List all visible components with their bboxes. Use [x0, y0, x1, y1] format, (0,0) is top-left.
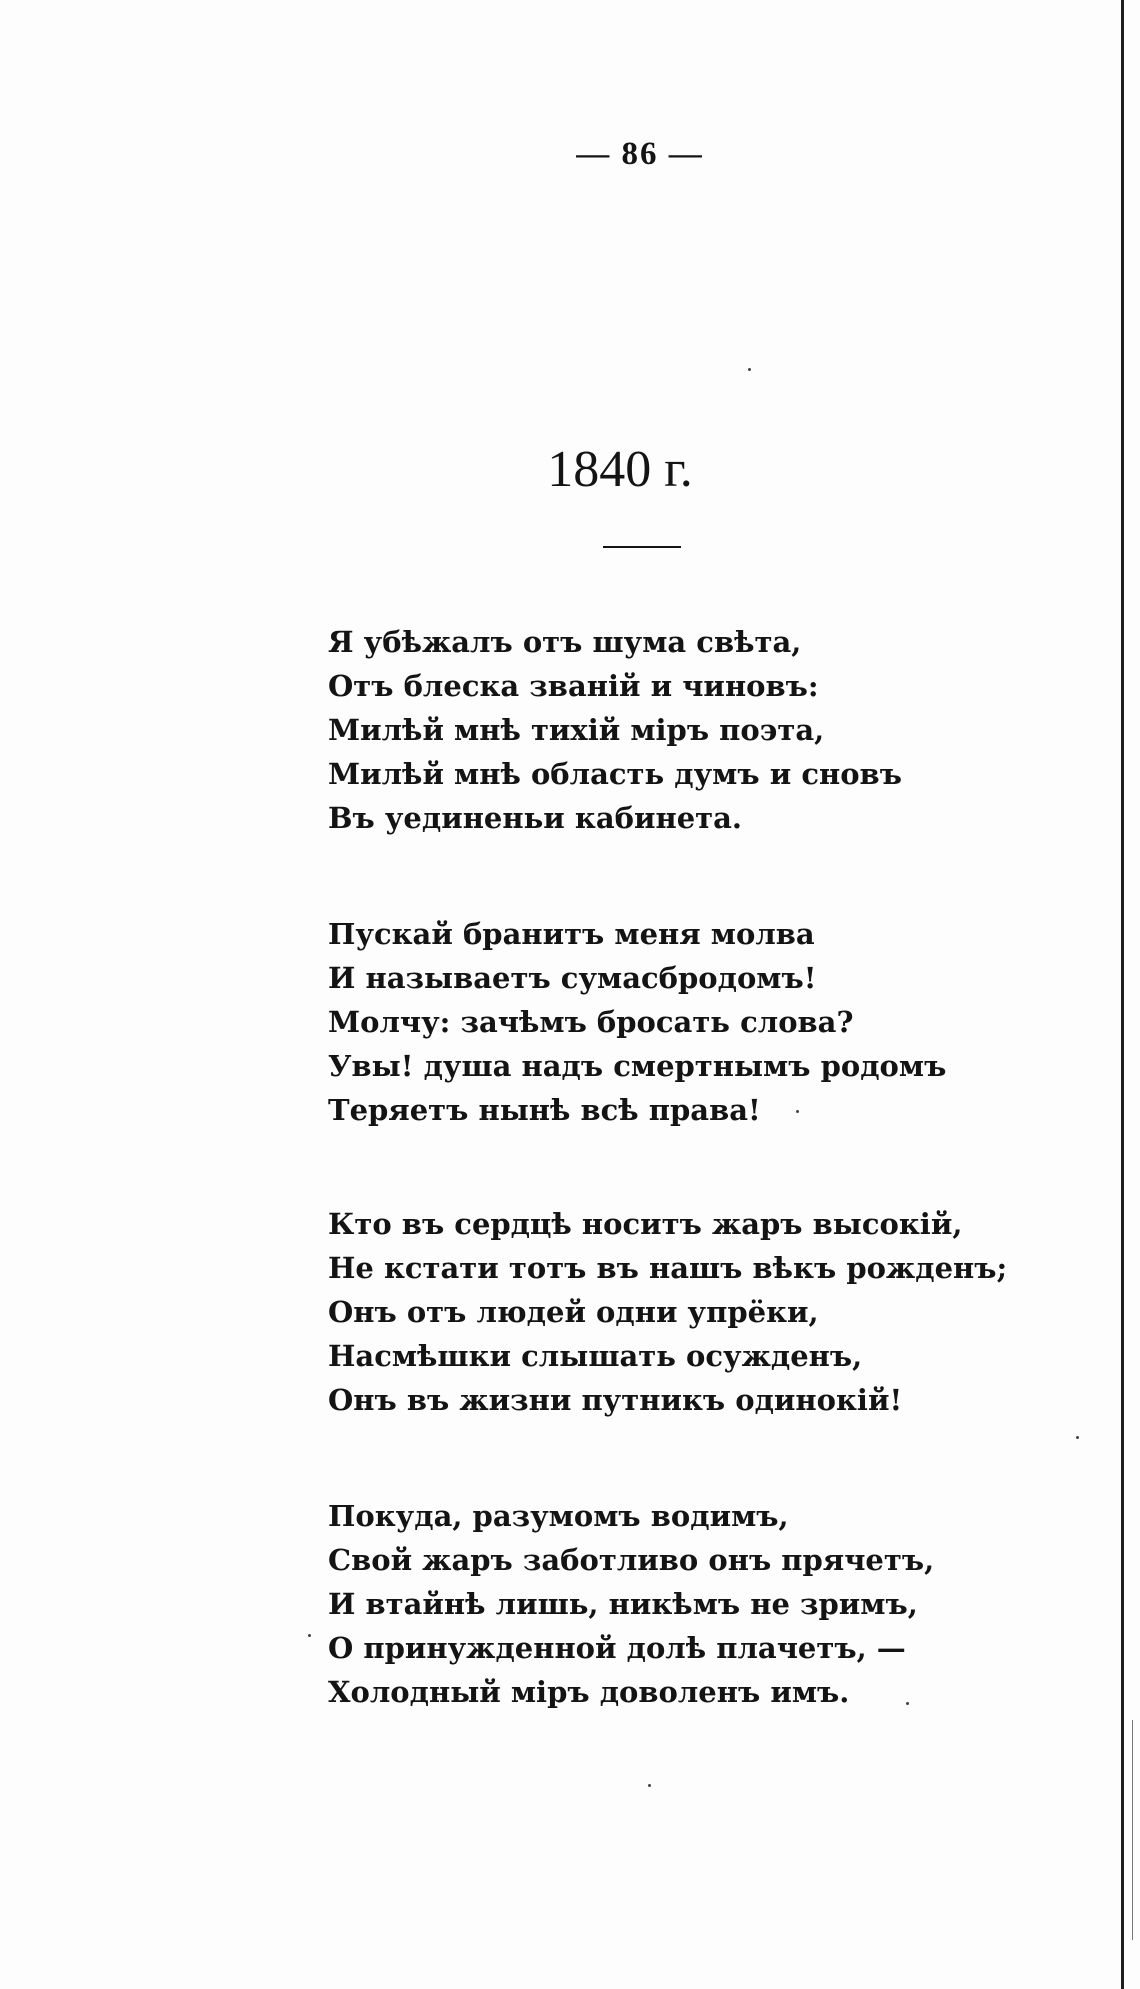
page-edge-line-secondary — [1132, 1720, 1133, 1940]
title-rule — [603, 546, 681, 548]
poem-line: Увы! душа надъ смертнымъ родомъ — [328, 1049, 947, 1083]
poem-line: Въ уединеньи кабинета. — [328, 801, 743, 835]
poem-line: Онъ въ жизни путникъ одинокій! — [328, 1383, 903, 1417]
poem-line: Онъ отъ людей одни упрёки, — [328, 1295, 819, 1329]
poem-line: Насмѣшки слышать осужденъ, — [328, 1339, 863, 1373]
scan-speck — [1076, 1436, 1079, 1439]
poem-line: Не кстати тотъ въ нашъ вѣкъ рожденъ; — [328, 1251, 1008, 1285]
stanza-4 — [328, 1494, 1088, 1714]
poem-line: Пускай бранитъ меня молва — [328, 917, 815, 951]
stanza-3 — [328, 1202, 1088, 1422]
poem-line: Свой жаръ заботливо онъ прячетъ, — [328, 1543, 935, 1577]
poem-line: Покуда, разумомъ водимъ, — [328, 1499, 789, 1533]
stanza-1 — [328, 620, 1088, 840]
scan-speck — [906, 1702, 909, 1705]
page-edge-line — [1121, 0, 1124, 1989]
poem-line: Милѣй мнѣ область думъ и сновъ — [328, 757, 902, 791]
scan-speck — [648, 1784, 651, 1787]
poem-line: О принужденной долѣ плачетъ, — — [328, 1631, 906, 1665]
page-number: — 86 — — [576, 136, 704, 172]
poem-line: Отъ блеска званій и чиновъ: — [328, 669, 819, 703]
poem-line: И втайнѣ лишь, никѣмъ не зримъ, — [328, 1587, 918, 1621]
poem-line: Я убѣжалъ отъ шума свѣта, — [328, 625, 802, 659]
poem-line: Холодный міръ доволенъ имъ. — [328, 1675, 850, 1709]
scan-speck — [308, 1634, 311, 1637]
poem-line: Молчу: зачѣмъ бросать слова? — [328, 1005, 854, 1039]
poem-line: Теряетъ нынѣ всѣ права! — [328, 1093, 761, 1127]
stanza-2 — [328, 912, 1088, 1132]
poem-line: Милѣй мнѣ тихій міръ поэта, — [328, 713, 825, 747]
poem-title: 1840 г. — [547, 441, 693, 498]
scan-speck — [748, 368, 751, 371]
poem-line: Кто въ сердцѣ носитъ жаръ высокій, — [328, 1207, 963, 1241]
poem-line: И называетъ сумасбродомъ! — [328, 961, 817, 995]
scan-speck — [796, 1110, 799, 1113]
